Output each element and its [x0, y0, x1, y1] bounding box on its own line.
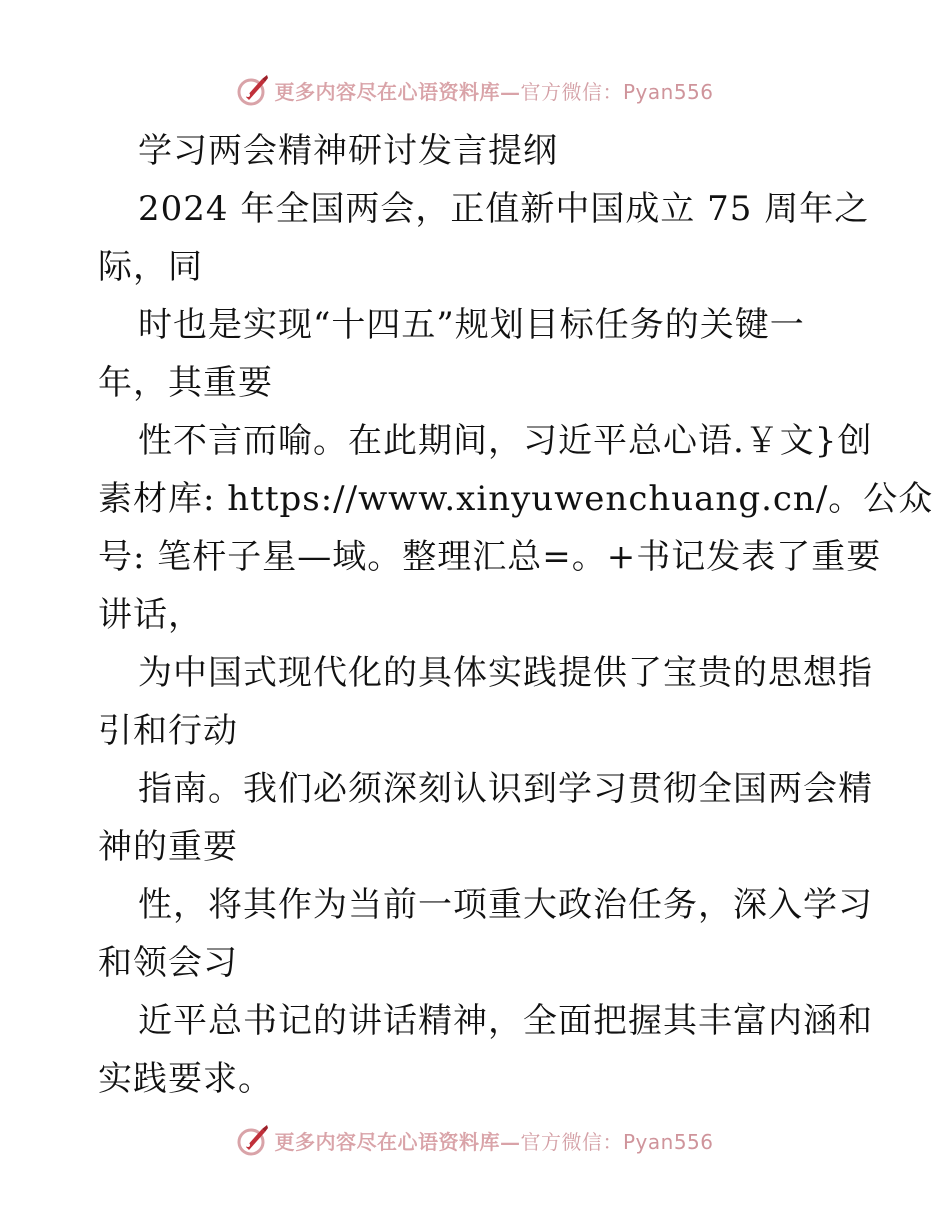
text-line: 和领会习	[98, 943, 238, 983]
header-watermark-banner	[0, 70, 950, 110]
quill-pen-logo-icon	[236, 1123, 270, 1157]
text-line: 时也是实现“十四五”规划目标任务的关键一	[138, 305, 805, 345]
banner-text: 更多内容尽在心语资料库—官方微信：Pyan556	[274, 79, 714, 104]
text-line: 2024 年全国两会，正值新中国成立 75 周年之	[138, 189, 870, 229]
text-line: 神的重要	[98, 827, 238, 867]
quill-pen-logo-icon	[236, 73, 270, 107]
banner-text: 更多内容尽在心语资料库—官方微信：Pyan556	[274, 1129, 714, 1154]
text-line: 近平总书记的讲话精神，全面把握其丰富内涵和	[138, 1001, 873, 1041]
text-line: 讲话，	[98, 595, 203, 635]
text-line: 年，其重要	[98, 363, 273, 403]
text-line: 性，将其作为当前一项重大政治任务，深入学习	[138, 885, 873, 925]
text-line: 性不言而喻。在此期间，习近平总心语.￥文}创	[138, 421, 873, 461]
document-title: 学习两会精神研讨发言提纲	[138, 131, 558, 171]
text-line: 为中国式现代化的具体实践提供了宝贵的思想指	[138, 653, 873, 693]
text-line: 引和行动	[98, 711, 238, 751]
document-body	[98, 122, 934, 1108]
footer-watermark-banner	[0, 1120, 950, 1160]
text-line: 号: 笔杆子星—域。整理汇总=。+书记发表了重要	[98, 537, 882, 577]
text-line: 际，同	[98, 247, 203, 287]
text-line: 素材库: https://www.xinyuwenchuang.cn/。公众	[98, 479, 934, 519]
text-line: 指南。我们必须深刻认识到学习贯彻全国两会精	[138, 769, 873, 809]
text-line: 实践要求。	[98, 1059, 273, 1099]
